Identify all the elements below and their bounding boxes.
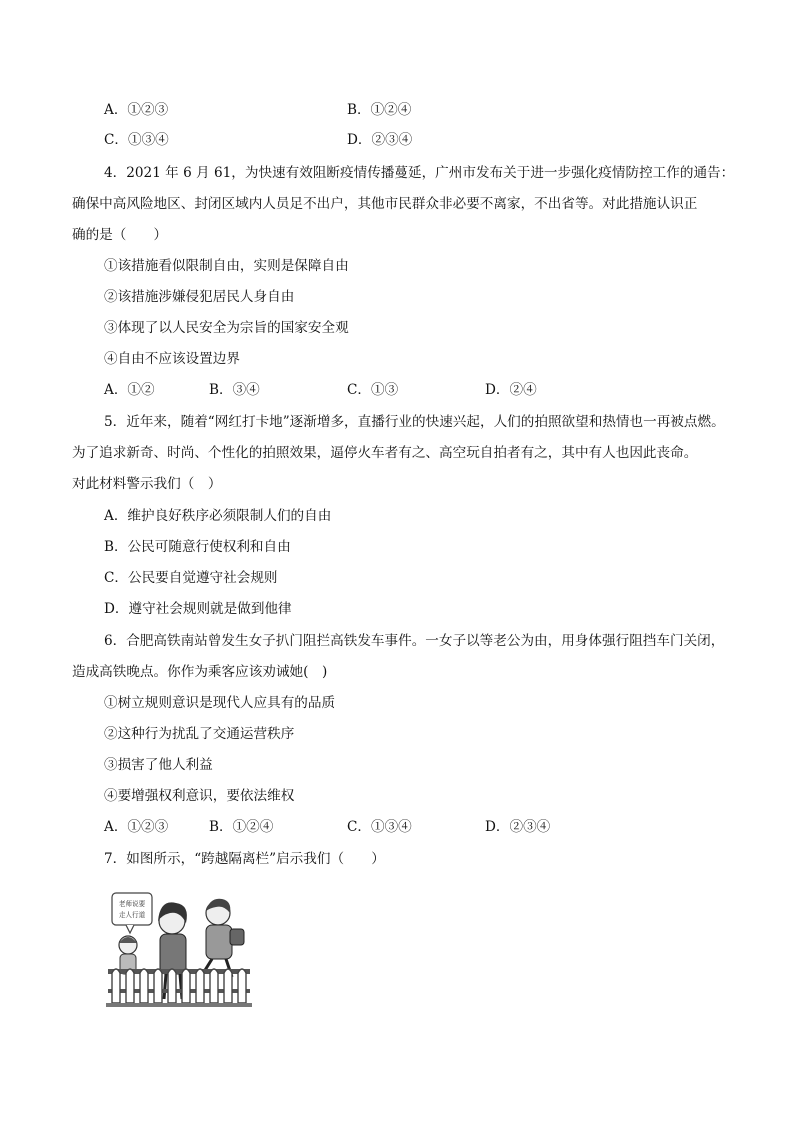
- q4-item-3: ③体现了以人民安全为宗旨的国家安全观: [104, 320, 349, 336]
- q6-item-4: ④要增强权利意识，要依法维权: [104, 788, 295, 804]
- q6-option-d: D．②③④: [485, 819, 551, 835]
- q4-item-4: ④自由不应该设置边界: [104, 351, 240, 367]
- q4-option-a: A．①②: [104, 382, 155, 398]
- q6-option-a: A．①②③: [104, 819, 169, 835]
- q5-option-a: A．维护良好秩序必须限制人们的自由: [104, 508, 332, 524]
- svg-text:老师说要: 老师说要: [118, 900, 146, 908]
- fence-cartoon-image: [106, 877, 252, 1013]
- q4-stem-line1: 4．2021 年 6 月 61，为快速有效阻断疫情传播蔓延，广州市发布关于进一步强化疫情防控工作的通告：: [104, 165, 735, 181]
- q6-item-1: ①树立规则意识是现代人应具有的品质: [104, 695, 336, 711]
- q4-option-d: D．②④: [485, 382, 537, 398]
- q5-stem-line2: 为了追求新奇、时尚、个性化的拍照效果，逼停火车者有之、高空玩自拍者有之，其中有人也因此丧命。: [72, 445, 698, 461]
- q6-option-c: C．①③④: [347, 819, 412, 835]
- q7-stem: 7．如图所示，“跨越隔离栏”启示我们（ ）: [104, 851, 385, 867]
- q6-item-2: ②这种行为扰乱了交通运营秩序: [104, 726, 295, 742]
- q5-option-c: C．公民要自觉遵守社会规则: [104, 570, 278, 586]
- q3-option-d: D．②③④: [347, 132, 413, 148]
- q3-option-b: B．①②④: [347, 102, 412, 118]
- q4-item-1: ①该措施看似限制自由，实则是保障自由: [104, 258, 349, 274]
- q3-option-c: C．①③④: [104, 132, 169, 148]
- q5-option-d: D．遵守社会规则就是做到他律: [104, 601, 292, 617]
- q3-option-a: A．①②③: [104, 102, 169, 118]
- q4-stem-line3: 确的是（ ）: [72, 227, 168, 243]
- q4-option-c: C．①③: [347, 382, 399, 398]
- q6-stem-line1: 6．合肥高铁南站曾发生女子扒门阻拦高铁发车事件。一女子以等老公为由，用身体强行阻挡车门关闭，: [104, 633, 725, 649]
- q4-option-b: B．③④: [209, 382, 260, 398]
- svg-text:走人行道: 走人行道: [118, 911, 146, 919]
- q5-stem-line3: 对此材料警示我们（ ）: [72, 476, 222, 492]
- q6-option-b: B．①②④: [209, 819, 274, 835]
- q4-stem-line2: 确保中高风险地区、封闭区域内人员足不出户，其他市民群众非必要不离家，不出省等。对此措施认识正: [72, 196, 698, 212]
- q5-option-b: B．公民可随意行使权利和自由: [104, 539, 291, 555]
- q6-stem-line2: 造成高铁晚点。你作为乘客应该劝诫她( ): [72, 664, 328, 680]
- q5-stem-line1: 5．近年来，随着“网红打卡地”逐渐增多，直播行业的快速兴起，人们的拍照欲望和热情也一再被点燃。: [104, 414, 725, 430]
- q6-item-3: ③损害了他人利益: [104, 757, 213, 773]
- q4-item-2: ②该措施涉嫌侵犯居民人身自由: [104, 289, 295, 305]
